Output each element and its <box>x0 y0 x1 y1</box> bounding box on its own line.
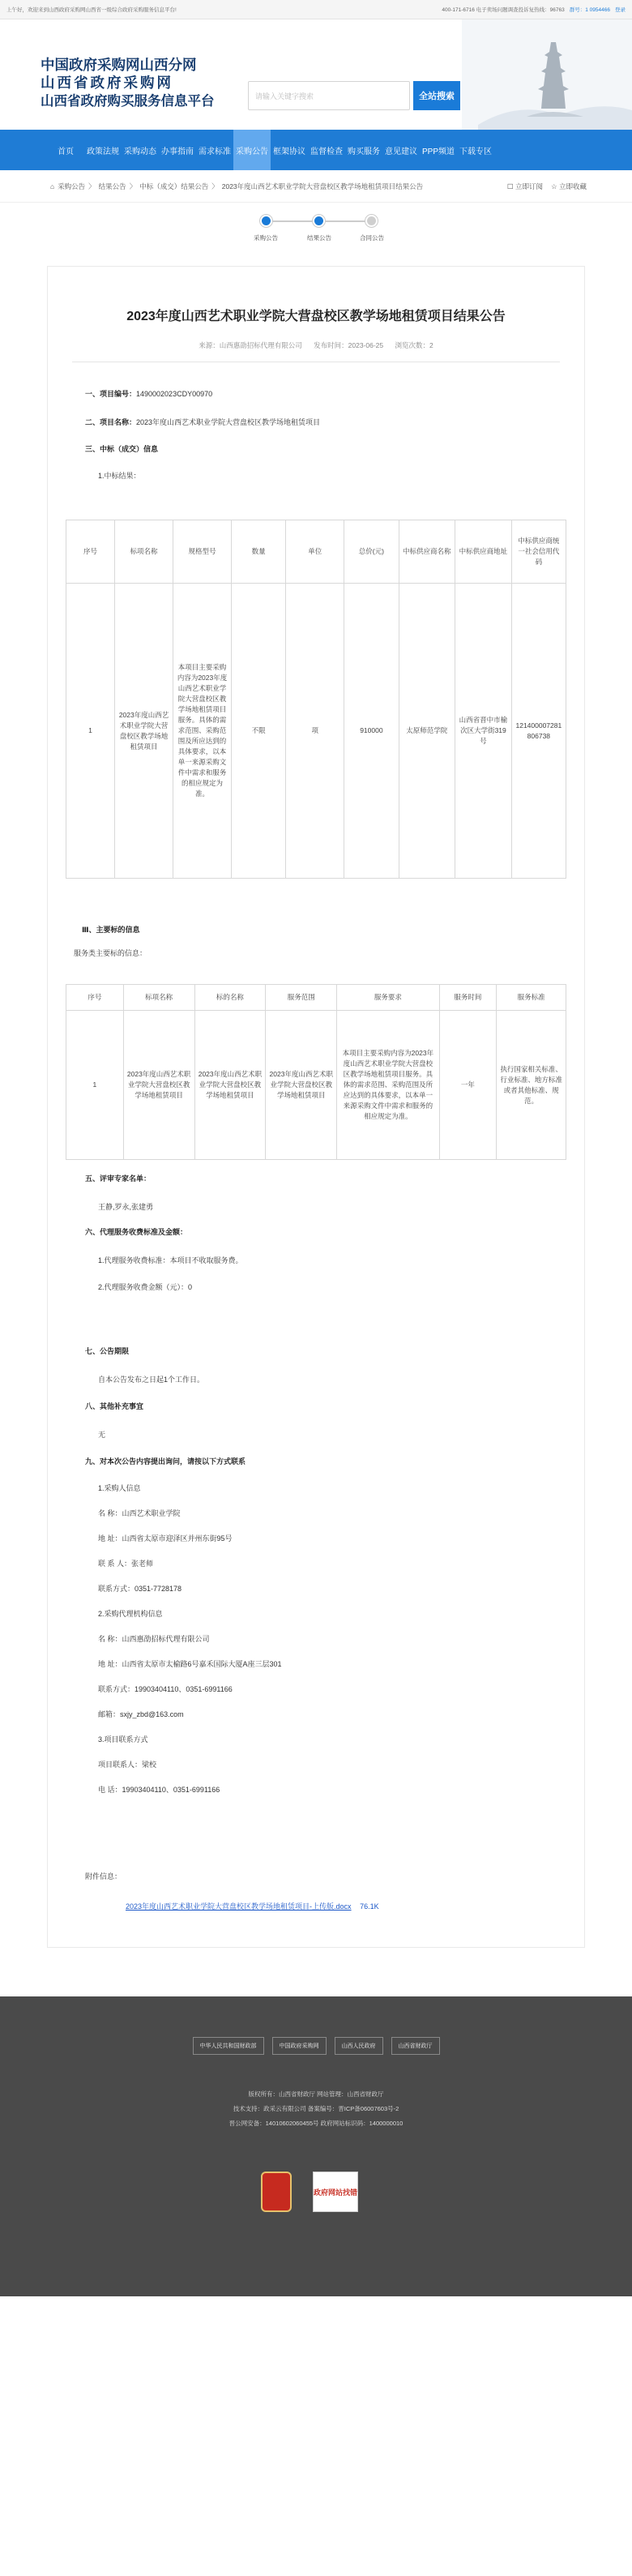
contact-line: 名 称：山西惠劭招标代理有限公司 <box>98 1635 210 1643</box>
th: 服务要求 <box>337 985 439 1011</box>
step-label-3: 合同公告 <box>360 234 384 242</box>
crumb-2[interactable]: 结果公告 <box>98 182 126 190</box>
th: 服务时间 <box>439 985 497 1011</box>
cell: 2023年度山西艺术职业学院大营盘校区教学场地租赁项目 <box>266 1011 337 1160</box>
pagoda-illustration <box>462 19 632 130</box>
contact-line: 项目联系人：梁校 <box>98 1761 157 1769</box>
nav-announcement[interactable]: 采购公告 <box>233 130 271 170</box>
favorite-button[interactable]: ☆ 立即收藏 <box>551 182 587 190</box>
qq-group[interactable]: 群号：1 0954466 <box>569 7 610 13</box>
footer-info <box>0 2087 632 2131</box>
crumb-current: 2023年度山西艺术职业学院大营盘校区教学场地租赁项目结果公告 <box>221 182 424 190</box>
cell: 执行国家相关标准、行业标准、地方标准或者其他标准、规范。 <box>497 1011 566 1160</box>
contact-line: 地 址：山西省太原市迎泽区并州东街95号 <box>98 1534 233 1543</box>
contact-line: 电 话：19903404110、0351-6991166 <box>98 1786 220 1794</box>
footer-link-finance[interactable]: 山西省财政厅 <box>391 2037 440 2055</box>
breadcrumb: ⌂ 采购公告 〉 结果公告 〉 中标（成交）结果公告 〉 2023年度山西艺术职业学院大营盘校区教学场地租赁项目结果公告 <box>50 182 424 190</box>
section-7-heading: 七、公告期限 <box>85 1347 130 1355</box>
th: 中标供应商名称 <box>399 520 455 584</box>
main-nav <box>0 130 632 170</box>
contact-line: 联 系 人：张老师 <box>98 1560 154 1568</box>
step-dot-3[interactable] <box>365 214 378 228</box>
attachment-label: 附件信息： <box>85 1872 122 1881</box>
nav-policy[interactable]: 政策法规 <box>87 147 119 156</box>
section-6-heading: 六、代理服务收费标准及金额： <box>85 1228 188 1236</box>
service-subheading: 服务类主要标的信息： <box>74 949 147 957</box>
cell: 山西省晋中市榆次区大学街319号 <box>455 584 512 879</box>
section-9-heading: 九、对本次公告内容提出询问，请按以下方式联系 <box>85 1457 246 1466</box>
site-footer <box>0 1996 632 2296</box>
contact-line: 地 址：山西省太原市太榆路6号嘉禾国际大厦A座三层301 <box>98 1660 282 1668</box>
cell: 本项目主要采购内容为2023年度山西艺术职业学院大营盘校区教学场地租赁项目服务。具体的需求范围、采购范围及所应达到的具体要求，以本单一来源采购文件中需求和服务的相应规定为准。 <box>173 584 232 879</box>
article-title: 2023年度山西艺术职业学院大营盘校区教学场地租赁项目结果公告 <box>126 310 506 323</box>
step-label-2: 结果公告 <box>307 234 331 242</box>
top-bar <box>0 0 632 19</box>
step-dot-1[interactable] <box>259 214 273 228</box>
nav-news[interactable]: 采购动态 <box>124 147 156 156</box>
crumb-3[interactable]: 中标（成交）结果公告 <box>139 182 209 190</box>
section-3-heading: 三、中标（成交）信息 <box>85 445 159 453</box>
th: 标项名称 <box>115 520 173 584</box>
search-button[interactable]: 全站搜索 <box>413 81 460 110</box>
nav-home[interactable]: 首页 <box>58 147 74 156</box>
meta-views: 浏览次数：2 <box>395 341 433 349</box>
section-1: 一、项目编号：1490002023CDY00970 <box>85 390 213 398</box>
contact-line: 邮箱：sxjy_zbd@163.com <box>98 1710 184 1718</box>
contact-line: 1.采购人信息 <box>98 1484 141 1492</box>
table-row <box>66 1011 566 1160</box>
crumb-1[interactable]: 采购公告 <box>58 182 86 190</box>
nav-framework[interactable]: 框架协议 <box>273 147 305 156</box>
party-badge-icon[interactable] <box>261 2172 292 2212</box>
nav-ppp[interactable]: PPP频道 <box>421 147 455 156</box>
nav-service[interactable]: 购买服务 <box>348 147 380 156</box>
cell: 一年 <box>439 1011 497 1160</box>
section-5-heading: 五、评审专家名单： <box>85 1175 152 1183</box>
breadcrumb-row <box>0 170 632 203</box>
th: 中标供应商统一社会信用代码 <box>511 520 566 584</box>
th: 标的名称 <box>194 985 266 1011</box>
cell: 不限 <box>232 584 286 879</box>
meta-date: 发布时间：2023-06-25 <box>314 341 384 349</box>
cell: 2023年度山西艺术职业学院大营盘校区教学场地租赁项目 <box>115 584 173 879</box>
home-icon[interactable]: ⌂ <box>50 182 55 190</box>
result-subheading: 1.中标结果： <box>98 472 141 480</box>
attachment-row <box>66 1901 566 1911</box>
cell: 1 <box>66 584 115 879</box>
step-dot-2[interactable] <box>312 214 326 228</box>
footer-record: 晋公网安备：14010602060455号 政府网站标识码：1400000010 <box>228 2120 404 2127</box>
contact-line: 联系方式：0351-7728178 <box>98 1585 182 1593</box>
logo-line-2: 山西省政府采购网 <box>41 75 173 92</box>
th: 中标供应商地址 <box>455 520 512 584</box>
login-link[interactable]: 登录 <box>615 7 626 13</box>
fee-amount: 2.代理服务收费金额（元）：0 <box>98 1283 193 1291</box>
th: 总价(元) <box>344 520 399 584</box>
footer-link-shanxi-gov[interactable]: 山西人民政府 <box>335 2037 383 2055</box>
cell: 2023年度山西艺术职业学院大营盘校区教学场地租赁项目 <box>194 1011 266 1160</box>
notice-period: 自本公告发布之日起1个工作日。 <box>98 1376 205 1384</box>
th: 规格型号 <box>173 520 232 584</box>
step-label-1: 采购公告 <box>254 234 278 242</box>
site-header <box>0 19 632 130</box>
th: 序号 <box>66 520 115 584</box>
footer-link-mof[interactable]: 中华人民共和国财政部 <box>193 2037 264 2055</box>
gov-site-error-badge[interactable]: 政府网站找错 <box>313 2172 358 2212</box>
section-4-heading: Ⅲ、主要标的信息 <box>82 926 140 934</box>
th: 服务标准 <box>497 985 566 1011</box>
nav-standard[interactable]: 需求标准 <box>199 147 231 156</box>
article-panel <box>47 266 585 1948</box>
site-logo[interactable] <box>41 57 219 110</box>
cell: 910000 <box>344 584 399 879</box>
contact-line: 名 称：山西艺术职业学院 <box>98 1509 181 1517</box>
contact-line: 联系方式：19903404110、0351-6991166 <box>98 1685 233 1693</box>
subscribe-button[interactable]: ☐ 立即订阅 <box>507 182 543 190</box>
cell: 太原师范学院 <box>399 584 455 879</box>
cell: 项 <box>286 584 344 879</box>
footer-copyright: 版权所有：山西省财政厅 网站管理：山西省财政厅 <box>248 2090 384 2098</box>
phone-info: 400-171-6716 电子卖场问题调查投诉复热线：96763 <box>442 7 565 13</box>
attachment-size: 76.1K <box>360 1902 379 1911</box>
th: 数量 <box>232 520 286 584</box>
th: 标项名称 <box>123 985 194 1011</box>
greeting: 上午好，欢迎来到山西政府采购网山西省一级综合政府采购服务信息平台! <box>6 7 177 13</box>
attachment-link[interactable]: 2023年度山西艺术职业学院大营盘校区教学场地租赁项目-上传版.docx <box>126 1902 352 1911</box>
logo-line-1: 中国政府采购网山西分网 <box>41 58 197 74</box>
cell: 2023年度山西艺术职业学院大营盘校区教学场地租赁项目 <box>123 1011 194 1160</box>
footer-support: 技术支持：政采云有限公司 备案编号：晋ICP备06007603号-2 <box>233 2105 399 2112</box>
search-input[interactable]: 请输入关键字搜索 <box>248 81 410 110</box>
progress-steps <box>0 203 632 266</box>
service-table <box>66 984 566 1160</box>
article-meta <box>72 340 560 362</box>
th: 序号 <box>66 985 124 1011</box>
table-row <box>66 584 566 879</box>
nav-guide[interactable]: 办事指南 <box>161 147 194 156</box>
nav-feedback[interactable]: 意见建议 <box>385 147 417 156</box>
nav-download[interactable]: 下载专区 <box>459 147 492 156</box>
footer-link-ccgp[interactable]: 中国政府采购网 <box>272 2037 327 2055</box>
contact-line: 2.采购代理机构信息 <box>98 1610 163 1618</box>
contact-list <box>66 1476 566 1803</box>
nav-supervision[interactable]: 监督检查 <box>310 147 343 156</box>
th: 服务范围 <box>266 985 337 1011</box>
fee-standard: 1.代理服务收费标准：本项目不收取服务费。 <box>98 1256 243 1264</box>
th: 单位 <box>286 520 344 584</box>
experts: 王静,罗永,张建勇 <box>98 1203 154 1211</box>
cell: 121400007281806738 <box>511 584 566 879</box>
other-matters: 无 <box>98 1431 106 1439</box>
award-table <box>66 520 566 879</box>
section-8-heading: 八、其他补充事宜 <box>85 1402 144 1410</box>
cell: 1 <box>66 1011 124 1160</box>
section-2: 二、项目名称：2023年度山西艺术职业学院大营盘校区教学场地租赁项目 <box>85 418 321 426</box>
cell: 本项目主要采购内容为2023年度山西艺术职业学院大营盘校区教学场地租赁项目服务。具体的需求范围、采购范围及所应达到的具体要求，以本单一来源采购文件中需求和服务的相应规定为准。 <box>337 1011 439 1160</box>
contact-line: 3.项目联系方式 <box>98 1735 148 1744</box>
logo-line-3: 山西省政府购买服务信息平台 <box>41 93 215 109</box>
footer-links <box>0 2037 632 2055</box>
meta-source: 来源：山西惠劭招标代理有限公司 <box>199 341 302 349</box>
